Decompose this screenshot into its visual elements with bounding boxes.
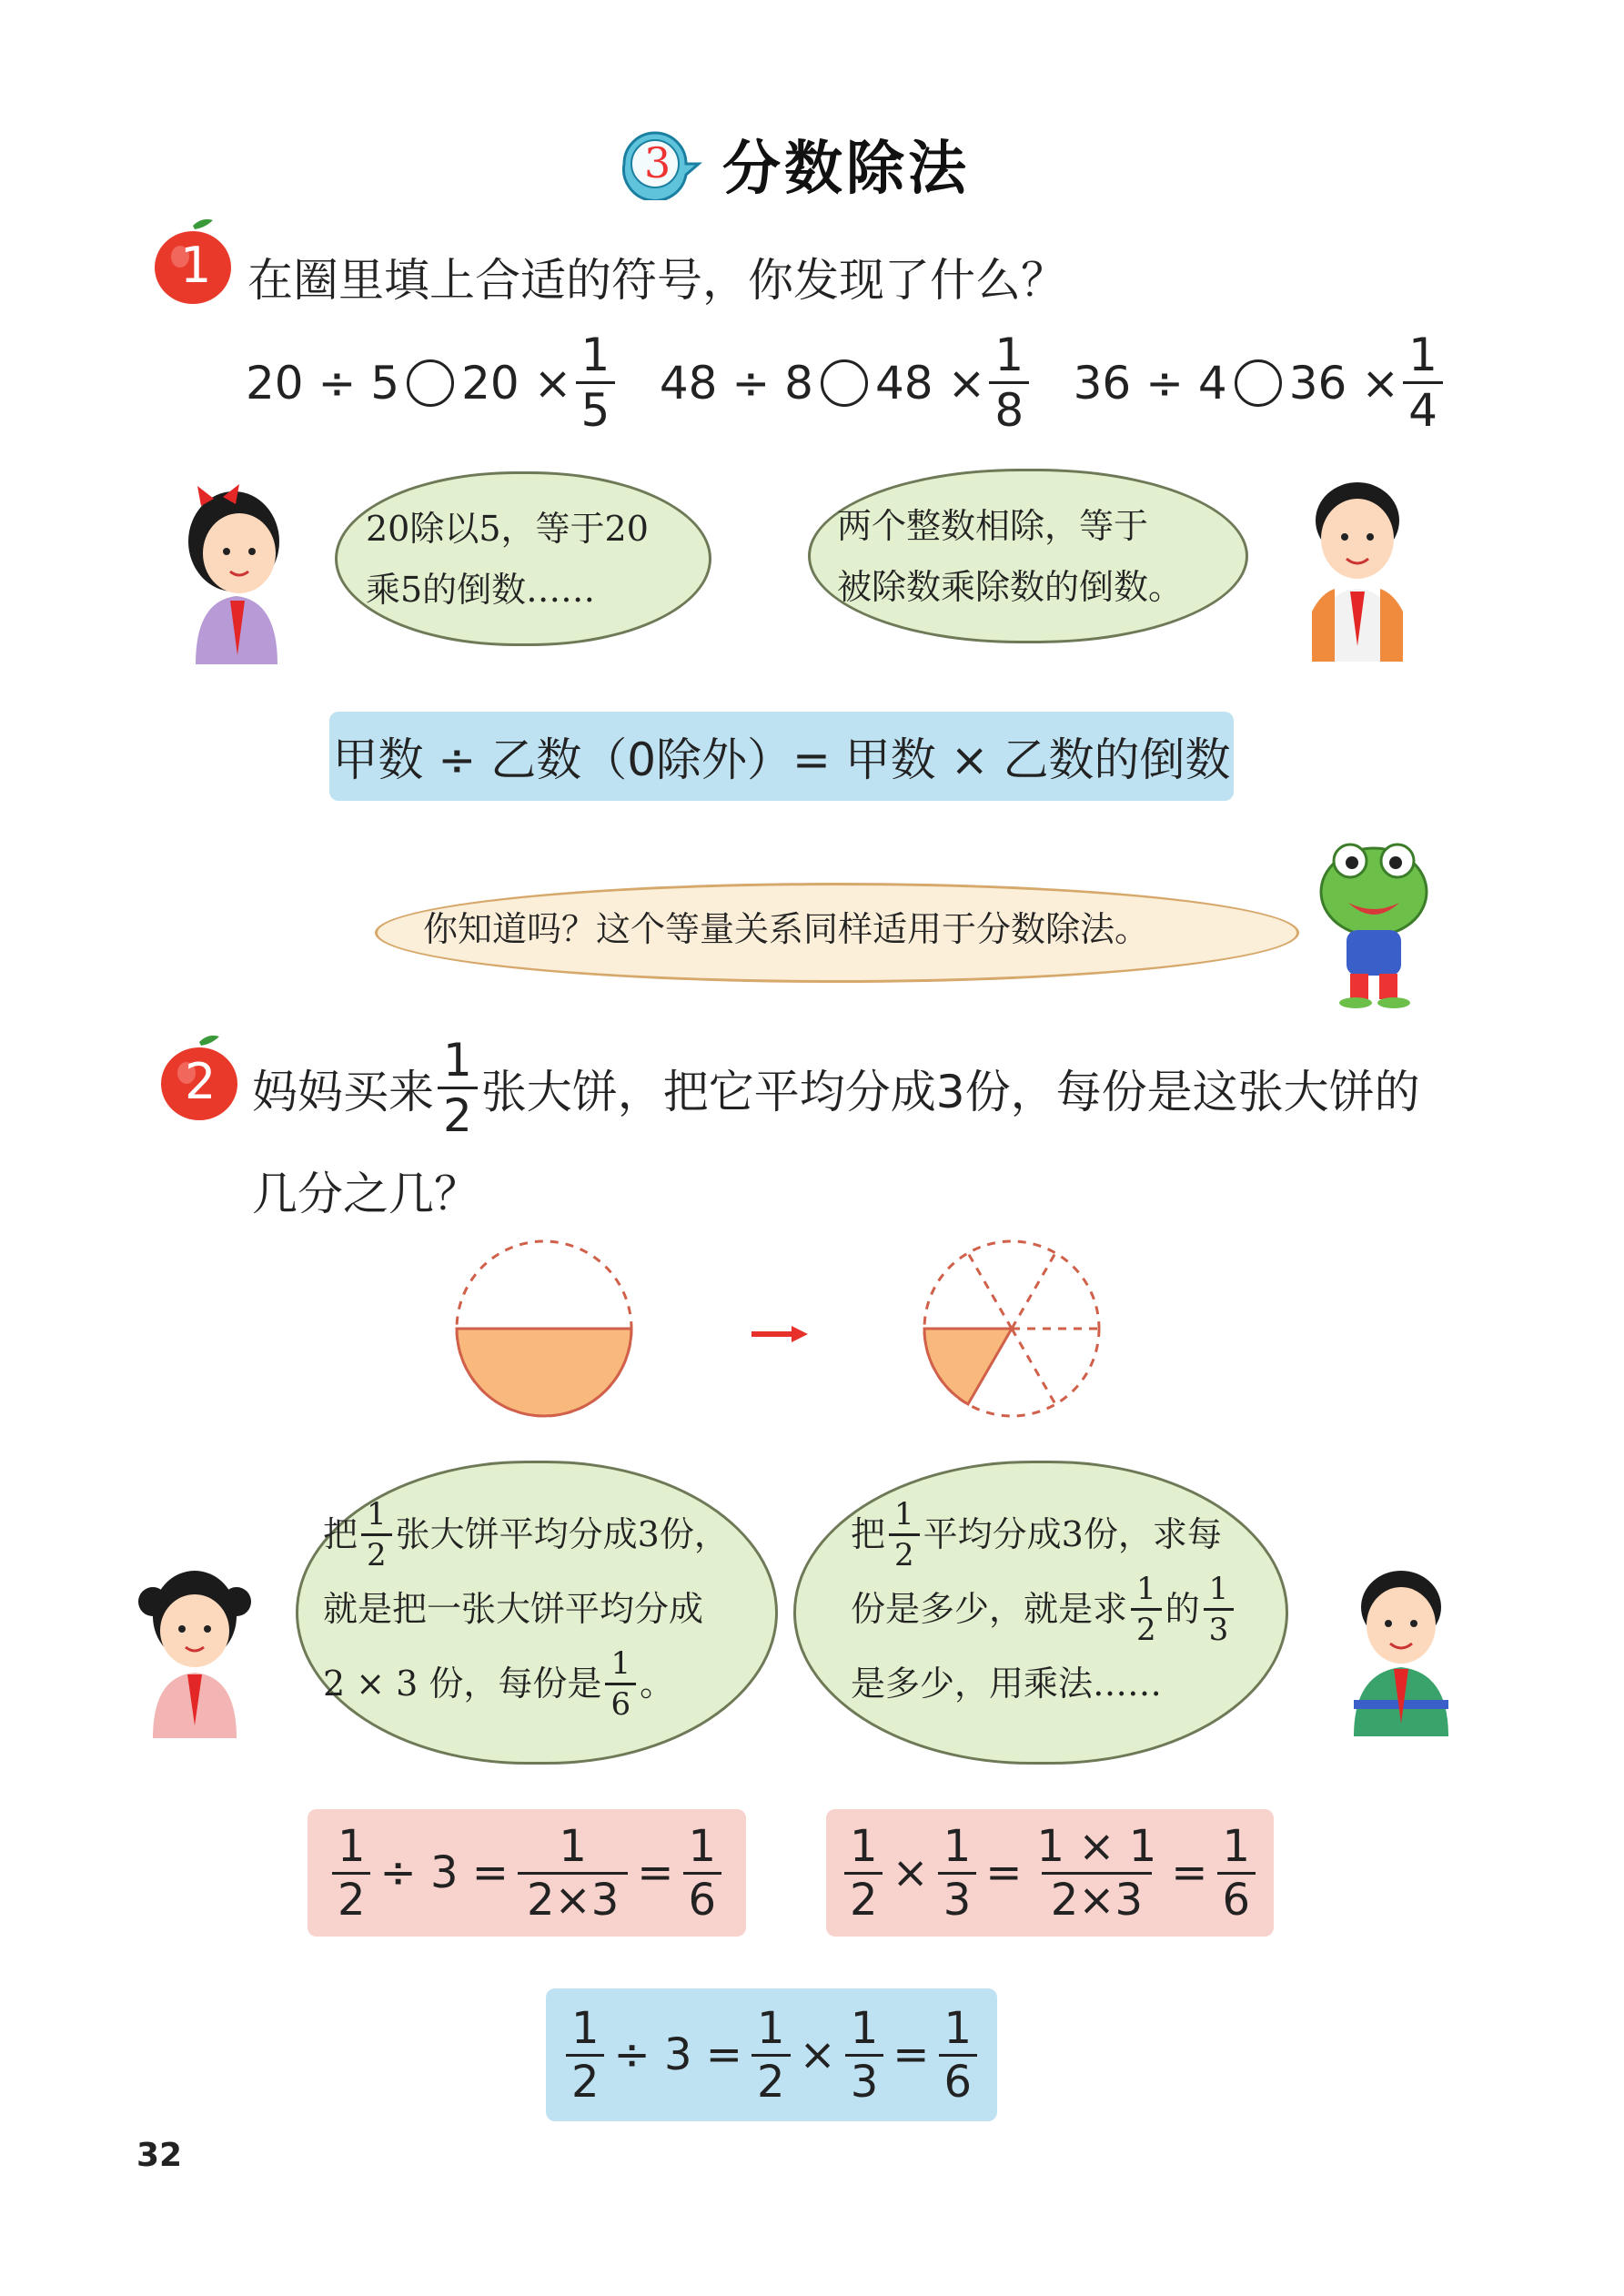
rule-box [329, 712, 1234, 801]
frog-speech-text: 你知道吗？这个等量关系同样适用于分数除法。 [423, 909, 1150, 949]
prompt-text: 张大饼，把它平均分成3份，每份是这张大饼的 [480, 1065, 1420, 1118]
q2-number: 2 [185, 1053, 217, 1110]
fraction: $\frac{1}{5}$ [576, 332, 616, 433]
girl-character [168, 473, 300, 664]
half-circle-shaded-icon [453, 1238, 635, 1420]
boy-speech-text [837, 496, 1183, 617]
speech-line: 就是把一张大饼平均分成 [323, 1589, 704, 1629]
speech-line: 把 $\frac{1}{2}$ 平均分成3份，求每 [851, 1495, 1222, 1573]
girl-speech-text-2 [323, 1497, 729, 1721]
rule-text: 甲数 ÷ 乙数（0除外）= 甲数 × 乙数的倒数 [332, 733, 1231, 786]
q2-apple-badge [156, 1033, 242, 1124]
expr-right: 20 × [461, 356, 572, 410]
frog-character [1310, 828, 1437, 1010]
expression-1 [246, 329, 619, 437]
boy-character [1292, 466, 1424, 662]
q2-prompt [252, 1034, 1420, 1142]
blank-circle[interactable] [1235, 359, 1282, 407]
speech-line: 被除数乘除数的倒数。 [837, 566, 1184, 607]
speech-line: 两个整数相除，等于 [837, 506, 1149, 546]
expr-left: 48 ÷ 8 [659, 356, 813, 410]
formula-division-box: $\frac{1}{2}$ ÷ 3 = $\frac{1}{2\times 3}$ = $\frac{1}{6}$ [308, 1809, 746, 1937]
blank-circle[interactable] [407, 359, 454, 407]
girl-character-2 [135, 1556, 253, 1738]
section-number: 3 [644, 138, 671, 187]
circle-sixths-icon [921, 1238, 1103, 1420]
formula-summary-box: $\frac{1}{2}$ ÷ 3 = $\frac{1}{2}$ × $\frac{1}{3}$ = $\frac{1}{6}$ [546, 1988, 997, 2121]
expr-right: 36 × [1288, 356, 1400, 410]
speech-line: 2 × 3 份，每份是 $\frac{1}{6}$ 。 [323, 1644, 675, 1723]
expression-2 [659, 329, 1033, 437]
expr-right: 48 × [874, 356, 986, 410]
q1-number: 1 [180, 237, 212, 294]
fraction: $\frac{1}{2}$ [438, 1037, 478, 1138]
section-number-badge [619, 127, 702, 200]
speech-line: 把 $\frac{1}{2}$ 张大饼平均分成3份， [323, 1495, 729, 1573]
frog-illustration-icon [1310, 828, 1437, 1010]
fraction: $\frac{1}{4}$ [1403, 332, 1443, 433]
boy-illustration-icon [1337, 1554, 1465, 1736]
speech-line: 乘5的倒数…… [366, 569, 596, 610]
q2-prompt-continued: 几分之几？ [252, 1168, 479, 1220]
girl-illustration-icon [168, 473, 300, 664]
girl-illustration-icon [135, 1556, 253, 1738]
fraction: $\frac{1}{8}$ [989, 332, 1029, 433]
prompt-text: 妈妈买来 [252, 1065, 434, 1118]
boy-illustration-icon [1292, 466, 1424, 662]
speech-line: 份是多少，就是求 $\frac{1}{2}$ 的 $\frac{1}{3}$ [851, 1572, 1237, 1646]
q1-prompt: 在圈里填上合适的符号，你发现了什么？ [247, 254, 1066, 307]
expr-left: 36 ÷ 4 [1073, 356, 1227, 410]
section-title [619, 118, 970, 209]
expression-3 [1073, 329, 1447, 437]
speech-line: 20除以5，等于20 [366, 509, 649, 549]
expr-left: 20 ÷ 5 [246, 356, 400, 410]
speech-line: 是多少，用乘法…… [851, 1664, 1163, 1704]
formula-multiplication-box: $\frac{1}{2}$ × $\frac{1}{3}$ = $\frac{1 \times 1}{2\times 3}$ = $\frac{1}{6}$ [826, 1809, 1274, 1937]
divided-pancake-diagram [921, 1238, 1103, 1423]
blank-circle[interactable] [821, 359, 868, 407]
page-number: 32 [136, 2137, 183, 2174]
boy-character-2 [1337, 1554, 1465, 1736]
q1-apple-badge [150, 217, 236, 308]
arrow-right-icon [751, 1324, 810, 1348]
half-pancake-diagram [453, 1238, 635, 1423]
page-title: 分数除法 [722, 136, 970, 203]
boy-speech-text-2 [851, 1497, 1237, 1721]
girl-speech-text [366, 499, 649, 620]
q1-expressions [246, 329, 1447, 437]
